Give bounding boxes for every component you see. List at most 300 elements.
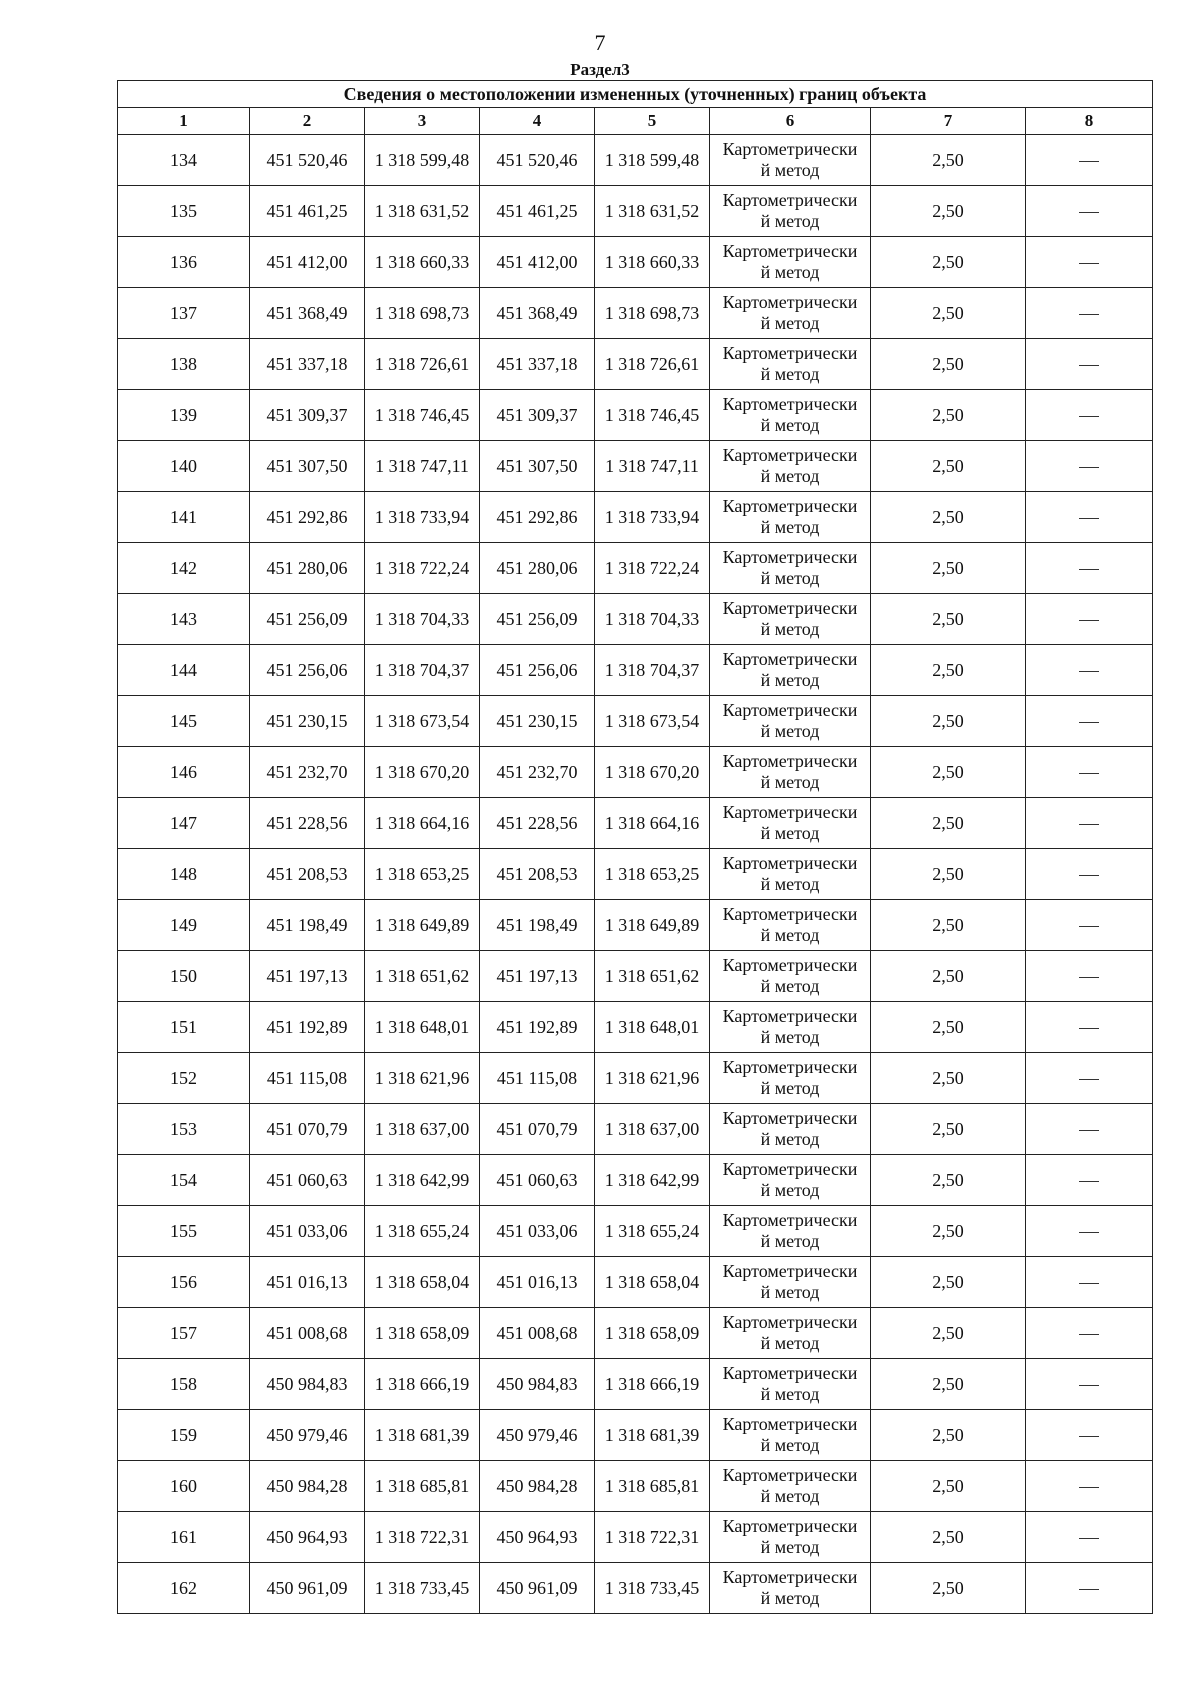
method-line-2: й метод [760, 670, 820, 690]
section-title: Раздел3 [570, 60, 630, 79]
empty-dash-mark [1079, 212, 1099, 213]
method-line-1: Картометрически [722, 598, 858, 618]
method-line-2: й метод [760, 874, 820, 894]
point-number-cell: 161 [118, 1512, 250, 1563]
description-cell [1026, 1206, 1153, 1257]
x-updated-cell: 451 230,15 [480, 696, 595, 747]
x-existing-cell: 451 060,63 [250, 1155, 365, 1206]
accuracy-cell: 2,50 [871, 186, 1026, 237]
y-updated-cell: 1 318 698,73 [595, 288, 710, 339]
empty-dash-mark [1079, 1538, 1099, 1539]
table-row [118, 390, 1153, 441]
empty-dash-mark [1079, 722, 1099, 723]
description-cell [1026, 1257, 1153, 1308]
x-updated-cell: 451 232,70 [480, 747, 595, 798]
table-row [118, 951, 1153, 1002]
table-row [118, 645, 1153, 696]
description-cell [1026, 1410, 1153, 1461]
table-row [118, 135, 1153, 186]
method-cell [710, 543, 871, 594]
table-row [118, 1002, 1153, 1053]
x-updated-cell: 451 115,08 [480, 1053, 595, 1104]
method-line-1: Картометрически [722, 1465, 858, 1485]
description-cell [1026, 798, 1153, 849]
table-row [118, 288, 1153, 339]
x-updated-cell: 450 984,28 [480, 1461, 595, 1512]
point-number-cell: 143 [118, 594, 250, 645]
point-number-cell: 149 [118, 900, 250, 951]
x-updated-cell: 451 208,53 [480, 849, 595, 900]
y-updated-cell: 1 318 673,54 [595, 696, 710, 747]
method-line-2: й метод [760, 1588, 820, 1608]
method-line-1: Картометрически [722, 955, 858, 975]
y-updated-cell: 1 318 722,31 [595, 1512, 710, 1563]
y-existing-cell: 1 318 658,04 [365, 1257, 480, 1308]
method-line-1: Картометрически [722, 1108, 858, 1128]
accuracy-cell: 2,50 [871, 390, 1026, 441]
accuracy-cell: 2,50 [871, 1359, 1026, 1410]
accuracy-cell: 2,50 [871, 594, 1026, 645]
method-line-1: Картометрически [722, 1261, 858, 1281]
method-line-2: й метод [760, 568, 820, 588]
method-line-2: й метод [760, 466, 820, 486]
method-line-2: й метод [760, 1282, 820, 1302]
x-existing-cell: 451 368,49 [250, 288, 365, 339]
y-updated-cell: 1 318 658,04 [595, 1257, 710, 1308]
x-existing-cell: 451 520,46 [250, 135, 365, 186]
point-number-cell: 144 [118, 645, 250, 696]
x-existing-cell: 451 256,09 [250, 594, 365, 645]
x-updated-cell: 450 961,09 [480, 1563, 595, 1614]
x-existing-cell: 451 256,06 [250, 645, 365, 696]
empty-dash-mark [1079, 1589, 1099, 1590]
y-existing-cell: 1 318 747,11 [365, 441, 480, 492]
method-line-1: Картометрически [722, 1312, 858, 1332]
table-row [118, 441, 1153, 492]
empty-dash-mark [1079, 671, 1099, 672]
x-updated-cell: 451 307,50 [480, 441, 595, 492]
description-cell [1026, 492, 1153, 543]
x-existing-cell: 451 192,89 [250, 1002, 365, 1053]
y-updated-cell: 1 318 649,89 [595, 900, 710, 951]
column-number-3: 3 [365, 108, 480, 135]
x-existing-cell: 451 033,06 [250, 1206, 365, 1257]
x-updated-cell: 451 309,37 [480, 390, 595, 441]
method-line-2: й метод [760, 262, 820, 282]
y-existing-cell: 1 318 649,89 [365, 900, 480, 951]
x-existing-cell: 450 984,83 [250, 1359, 365, 1410]
x-existing-cell: 450 964,93 [250, 1512, 365, 1563]
empty-dash-mark [1079, 926, 1099, 927]
empty-dash-mark [1079, 1283, 1099, 1284]
y-existing-cell: 1 318 664,16 [365, 798, 480, 849]
empty-dash-mark [1079, 875, 1099, 876]
method-line-2: й метод [760, 1486, 820, 1506]
x-existing-cell: 450 979,46 [250, 1410, 365, 1461]
point-number-cell: 151 [118, 1002, 250, 1053]
method-cell [710, 594, 871, 645]
method-cell [710, 1053, 871, 1104]
accuracy-cell: 2,50 [871, 798, 1026, 849]
x-updated-cell: 451 292,86 [480, 492, 595, 543]
point-number-cell: 159 [118, 1410, 250, 1461]
description-cell [1026, 594, 1153, 645]
method-line-2: й метод [760, 517, 820, 537]
method-cell [710, 186, 871, 237]
empty-dash-mark [1079, 161, 1099, 162]
empty-dash-mark [1079, 1181, 1099, 1182]
y-existing-cell: 1 318 746,45 [365, 390, 480, 441]
y-existing-cell: 1 318 660,33 [365, 237, 480, 288]
method-line-1: Картометрически [722, 904, 858, 924]
point-number-cell: 155 [118, 1206, 250, 1257]
method-line-2: й метод [760, 1384, 820, 1404]
empty-dash-mark [1079, 824, 1099, 825]
accuracy-cell: 2,50 [871, 543, 1026, 594]
y-updated-cell: 1 318 642,99 [595, 1155, 710, 1206]
y-updated-cell: 1 318 666,19 [595, 1359, 710, 1410]
description-cell [1026, 1512, 1153, 1563]
table-row [118, 1206, 1153, 1257]
x-existing-cell: 451 016,13 [250, 1257, 365, 1308]
method-line-2: й метод [760, 1129, 820, 1149]
x-existing-cell: 451 230,15 [250, 696, 365, 747]
point-number-cell: 134 [118, 135, 250, 186]
y-existing-cell: 1 318 681,39 [365, 1410, 480, 1461]
accuracy-cell: 2,50 [871, 1512, 1026, 1563]
y-updated-cell: 1 318 726,61 [595, 339, 710, 390]
point-number-cell: 139 [118, 390, 250, 441]
boundary-coordinates-table [117, 80, 1153, 1614]
point-number-cell: 158 [118, 1359, 250, 1410]
empty-dash-mark [1079, 314, 1099, 315]
y-existing-cell: 1 318 648,01 [365, 1002, 480, 1053]
method-cell [710, 849, 871, 900]
y-updated-cell: 1 318 621,96 [595, 1053, 710, 1104]
accuracy-cell: 2,50 [871, 1410, 1026, 1461]
table-row [118, 1461, 1153, 1512]
accuracy-cell: 2,50 [871, 1053, 1026, 1104]
y-updated-cell: 1 318 722,24 [595, 543, 710, 594]
description-cell [1026, 1104, 1153, 1155]
accuracy-cell: 2,50 [871, 1308, 1026, 1359]
description-cell [1026, 1053, 1153, 1104]
table-row [118, 1053, 1153, 1104]
table-row [118, 492, 1153, 543]
method-line-2: й метод [760, 619, 820, 639]
description-cell [1026, 186, 1153, 237]
method-line-1: Картометрически [722, 139, 858, 159]
accuracy-cell: 2,50 [871, 747, 1026, 798]
x-updated-cell: 450 979,46 [480, 1410, 595, 1461]
column-number-4: 4 [480, 108, 595, 135]
accuracy-cell: 2,50 [871, 1563, 1026, 1614]
description-cell [1026, 1155, 1153, 1206]
table-row [118, 696, 1153, 747]
description-cell [1026, 1002, 1153, 1053]
table-row [118, 1257, 1153, 1308]
description-cell [1026, 747, 1153, 798]
empty-dash-mark [1079, 365, 1099, 366]
point-number-cell: 141 [118, 492, 250, 543]
x-updated-cell: 451 368,49 [480, 288, 595, 339]
point-number-cell: 162 [118, 1563, 250, 1614]
y-existing-cell: 1 318 673,54 [365, 696, 480, 747]
description-cell [1026, 951, 1153, 1002]
y-updated-cell: 1 318 704,37 [595, 645, 710, 696]
method-line-1: Картометрически [722, 190, 858, 210]
column-number-6: 6 [710, 108, 871, 135]
method-cell [710, 1512, 871, 1563]
y-existing-cell: 1 318 651,62 [365, 951, 480, 1002]
point-number-cell: 157 [118, 1308, 250, 1359]
y-existing-cell: 1 318 631,52 [365, 186, 480, 237]
empty-dash-mark [1079, 1334, 1099, 1335]
accuracy-cell: 2,50 [871, 900, 1026, 951]
empty-dash-mark [1079, 569, 1099, 570]
x-existing-cell: 451 070,79 [250, 1104, 365, 1155]
table-row [118, 1359, 1153, 1410]
y-existing-cell: 1 318 621,96 [365, 1053, 480, 1104]
y-updated-cell: 1 318 637,00 [595, 1104, 710, 1155]
x-updated-cell: 451 280,06 [480, 543, 595, 594]
table-row [118, 339, 1153, 390]
empty-dash-mark [1079, 620, 1099, 621]
description-cell [1026, 645, 1153, 696]
point-number-cell: 140 [118, 441, 250, 492]
x-existing-cell: 451 461,25 [250, 186, 365, 237]
method-cell [710, 1002, 871, 1053]
table-row [118, 1308, 1153, 1359]
y-existing-cell: 1 318 704,37 [365, 645, 480, 696]
point-number-cell: 152 [118, 1053, 250, 1104]
y-existing-cell: 1 318 722,24 [365, 543, 480, 594]
point-number-cell: 153 [118, 1104, 250, 1155]
description-cell [1026, 441, 1153, 492]
table-row [118, 849, 1153, 900]
x-updated-cell: 451 008,68 [480, 1308, 595, 1359]
table-row [118, 1155, 1153, 1206]
method-line-1: Картометрически [722, 1159, 858, 1179]
empty-dash-mark [1079, 977, 1099, 978]
y-existing-cell: 1 318 733,94 [365, 492, 480, 543]
method-line-2: й метод [760, 925, 820, 945]
x-updated-cell: 451 256,09 [480, 594, 595, 645]
table-row [118, 543, 1153, 594]
point-number-cell: 137 [118, 288, 250, 339]
method-cell [710, 645, 871, 696]
y-updated-cell: 1 318 747,11 [595, 441, 710, 492]
y-existing-cell: 1 318 658,09 [365, 1308, 480, 1359]
empty-dash-mark [1079, 1232, 1099, 1233]
empty-dash-mark [1079, 1028, 1099, 1029]
method-cell [710, 1410, 871, 1461]
column-number-2: 2 [250, 108, 365, 135]
description-cell [1026, 1563, 1153, 1614]
method-line-2: й метод [760, 211, 820, 231]
empty-dash-mark [1079, 263, 1099, 264]
x-existing-cell: 450 961,09 [250, 1563, 365, 1614]
y-updated-cell: 1 318 670,20 [595, 747, 710, 798]
y-existing-cell: 1 318 653,25 [365, 849, 480, 900]
description-cell [1026, 135, 1153, 186]
method-cell [710, 900, 871, 951]
method-cell [710, 237, 871, 288]
method-line-2: й метод [760, 823, 820, 843]
method-line-1: Картометрически [722, 394, 858, 414]
x-updated-cell: 451 228,56 [480, 798, 595, 849]
x-updated-cell: 451 198,49 [480, 900, 595, 951]
method-line-1: Картометрически [722, 1210, 858, 1230]
accuracy-cell: 2,50 [871, 1206, 1026, 1257]
table-row [118, 747, 1153, 798]
column-number-1: 1 [118, 108, 250, 135]
y-updated-cell: 1 318 685,81 [595, 1461, 710, 1512]
empty-dash-mark [1079, 1130, 1099, 1131]
x-existing-cell: 451 232,70 [250, 747, 365, 798]
x-updated-cell: 451 520,46 [480, 135, 595, 186]
empty-dash-mark [1079, 1079, 1099, 1080]
method-cell [710, 390, 871, 441]
x-existing-cell: 451 280,06 [250, 543, 365, 594]
point-number-cell: 142 [118, 543, 250, 594]
method-line-2: й метод [760, 160, 820, 180]
y-existing-cell: 1 318 642,99 [365, 1155, 480, 1206]
accuracy-cell: 2,50 [871, 288, 1026, 339]
method-line-2: й метод [760, 1435, 820, 1455]
description-cell [1026, 1308, 1153, 1359]
x-existing-cell: 451 228,56 [250, 798, 365, 849]
table-caption: Сведения о местоположении измененных (уточненных) границ объекта [118, 81, 1153, 108]
method-cell [710, 492, 871, 543]
description-cell [1026, 237, 1153, 288]
y-updated-cell: 1 318 599,48 [595, 135, 710, 186]
y-existing-cell: 1 318 685,81 [365, 1461, 480, 1512]
x-updated-cell: 451 016,13 [480, 1257, 595, 1308]
x-existing-cell: 451 412,00 [250, 237, 365, 288]
accuracy-cell: 2,50 [871, 1461, 1026, 1512]
method-line-2: й метод [760, 1078, 820, 1098]
method-line-2: й метод [760, 1231, 820, 1251]
x-existing-cell: 451 008,68 [250, 1308, 365, 1359]
method-cell [710, 1104, 871, 1155]
x-updated-cell: 450 984,83 [480, 1359, 595, 1410]
method-line-1: Картометрически [722, 1567, 858, 1587]
point-number-cell: 156 [118, 1257, 250, 1308]
description-cell [1026, 288, 1153, 339]
method-line-1: Картометрически [722, 1516, 858, 1536]
accuracy-cell: 2,50 [871, 135, 1026, 186]
x-updated-cell: 451 192,89 [480, 1002, 595, 1053]
accuracy-cell: 2,50 [871, 1104, 1026, 1155]
method-line-2: й метод [760, 1537, 820, 1557]
accuracy-cell: 2,50 [871, 441, 1026, 492]
method-cell [710, 1308, 871, 1359]
method-cell [710, 747, 871, 798]
y-updated-cell: 1 318 653,25 [595, 849, 710, 900]
point-number-cell: 145 [118, 696, 250, 747]
x-existing-cell: 450 984,28 [250, 1461, 365, 1512]
point-number-cell: 150 [118, 951, 250, 1002]
method-line-1: Картометрически [722, 1363, 858, 1383]
method-line-1: Картометрически [722, 1006, 858, 1026]
accuracy-cell: 2,50 [871, 339, 1026, 390]
method-line-1: Картометрически [722, 1414, 858, 1434]
y-updated-cell: 1 318 658,09 [595, 1308, 710, 1359]
x-existing-cell: 451 115,08 [250, 1053, 365, 1104]
point-number-cell: 138 [118, 339, 250, 390]
description-cell [1026, 849, 1153, 900]
point-number-cell: 154 [118, 1155, 250, 1206]
method-cell [710, 951, 871, 1002]
description-cell [1026, 543, 1153, 594]
y-updated-cell: 1 318 655,24 [595, 1206, 710, 1257]
description-cell [1026, 900, 1153, 951]
point-number-cell: 146 [118, 747, 250, 798]
table-row [118, 1512, 1153, 1563]
method-line-2: й метод [760, 772, 820, 792]
method-cell [710, 696, 871, 747]
method-line-2: й метод [760, 1180, 820, 1200]
x-existing-cell: 451 197,13 [250, 951, 365, 1002]
y-existing-cell: 1 318 666,19 [365, 1359, 480, 1410]
y-updated-cell: 1 318 746,45 [595, 390, 710, 441]
method-line-2: й метод [760, 721, 820, 741]
method-cell [710, 1155, 871, 1206]
table-row [118, 237, 1153, 288]
empty-dash-mark [1079, 518, 1099, 519]
y-existing-cell: 1 318 726,61 [365, 339, 480, 390]
y-existing-cell: 1 318 733,45 [365, 1563, 480, 1614]
x-updated-cell: 451 337,18 [480, 339, 595, 390]
point-number-cell: 148 [118, 849, 250, 900]
y-existing-cell: 1 318 637,00 [365, 1104, 480, 1155]
x-existing-cell: 451 208,53 [250, 849, 365, 900]
method-line-2: й метод [760, 415, 820, 435]
table-body [118, 135, 1153, 1614]
method-cell [710, 339, 871, 390]
method-line-1: Картометрически [722, 445, 858, 465]
y-updated-cell: 1 318 648,01 [595, 1002, 710, 1053]
x-updated-cell: 451 461,25 [480, 186, 595, 237]
method-cell [710, 135, 871, 186]
description-cell [1026, 1359, 1153, 1410]
description-cell [1026, 390, 1153, 441]
method-line-1: Картометрически [722, 802, 858, 822]
x-existing-cell: 451 309,37 [250, 390, 365, 441]
x-updated-cell: 451 197,13 [480, 951, 595, 1002]
description-cell [1026, 339, 1153, 390]
y-updated-cell: 1 318 733,94 [595, 492, 710, 543]
y-existing-cell: 1 318 599,48 [365, 135, 480, 186]
method-cell [710, 1359, 871, 1410]
empty-dash-mark [1079, 773, 1099, 774]
accuracy-cell: 2,50 [871, 1257, 1026, 1308]
y-updated-cell: 1 318 651,62 [595, 951, 710, 1002]
accuracy-cell: 2,50 [871, 849, 1026, 900]
method-line-1: Картометрически [722, 292, 858, 312]
point-number-cell: 147 [118, 798, 250, 849]
method-line-1: Картометрически [722, 700, 858, 720]
accuracy-cell: 2,50 [871, 951, 1026, 1002]
y-updated-cell: 1 318 664,16 [595, 798, 710, 849]
method-line-2: й метод [760, 313, 820, 333]
method-line-2: й метод [760, 1027, 820, 1047]
empty-dash-mark [1079, 416, 1099, 417]
accuracy-cell: 2,50 [871, 1155, 1026, 1206]
y-updated-cell: 1 318 681,39 [595, 1410, 710, 1461]
y-existing-cell: 1 318 722,31 [365, 1512, 480, 1563]
